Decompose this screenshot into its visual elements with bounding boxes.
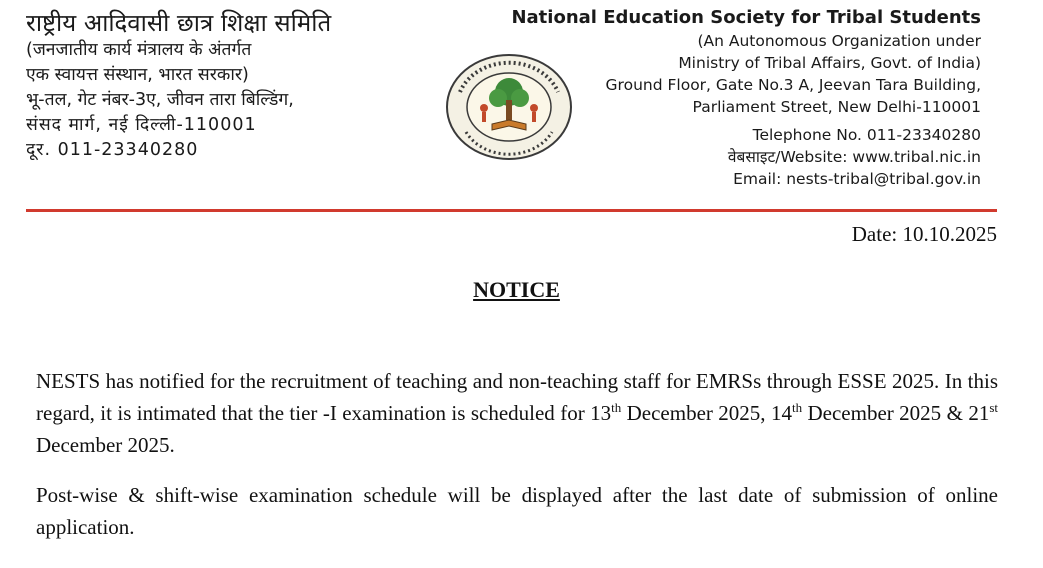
para1-text-1: NESTS has notified for the recruitment of teaching and non-teaching staff for EMRSs through ESSE 2025. In this regard, it is intimated that the tier -I examination is scheduled for 13 (36, 369, 998, 425)
para1-sup-3: st (989, 400, 998, 415)
website: वेबसाइट/Website: www.tribal.nic.in (727, 148, 981, 166)
para1-text-4: December 2025. (36, 433, 175, 457)
notice-date: Date: 10.10.2025 (851, 222, 997, 246)
notice-paragraph-1 (36, 365, 998, 461)
notice-paragraph-2: Post-wise & shift-wise examination schedule will be displayed after the last date of submission of online application. (36, 483, 998, 539)
address-english-1: Ground Floor, Gate No.3 A, Jeevan Tara Building, (605, 76, 981, 94)
header-divider (26, 209, 997, 212)
org-subtitle-hindi-2: एक स्वायत्त संस्थान, भारत सरकार) (26, 65, 249, 85)
org-name-english: National Education Society for Tribal Students (511, 7, 981, 28)
phone-english: Telephone No. 011-23340280 (752, 126, 981, 144)
letterhead-english (461, 6, 981, 190)
para1-text-2: December 2025, 14 (621, 401, 792, 425)
org-subtitle-english-2: Ministry of Tribal Affairs, Govt. of India) (678, 54, 981, 72)
para1-sup-1: th (611, 400, 622, 415)
org-subtitle-english-1: (An Autonomous Organization under (697, 32, 981, 50)
org-subtitle-hindi-1: (जनजातीय कार्य मंत्रालय के अंतर्गत (26, 40, 252, 60)
email: Email: nests-tribal@tribal.gov.in (733, 170, 981, 188)
para1-text-3: December 2025 & 21 (802, 401, 990, 425)
address-english-2: Parliament Street, New Delhi-110001 (692, 98, 981, 116)
notice-title: NOTICE (473, 277, 560, 302)
org-name-hindi: राष्ट्रीय आदिवासी छात्र शिक्षा समिति (26, 9, 332, 37)
phone-hindi: दूर. 011-23340280 (26, 140, 199, 160)
address-hindi-2: संसद मार्ग, नई दिल्ली-110001 (26, 115, 257, 135)
address-hindi-1: भू-तल, गेट नंबर-3ए, जीवन तारा बिल्डिंग, (26, 90, 294, 110)
para1-sup-2: th (791, 400, 803, 415)
letterhead-hindi (26, 8, 446, 163)
